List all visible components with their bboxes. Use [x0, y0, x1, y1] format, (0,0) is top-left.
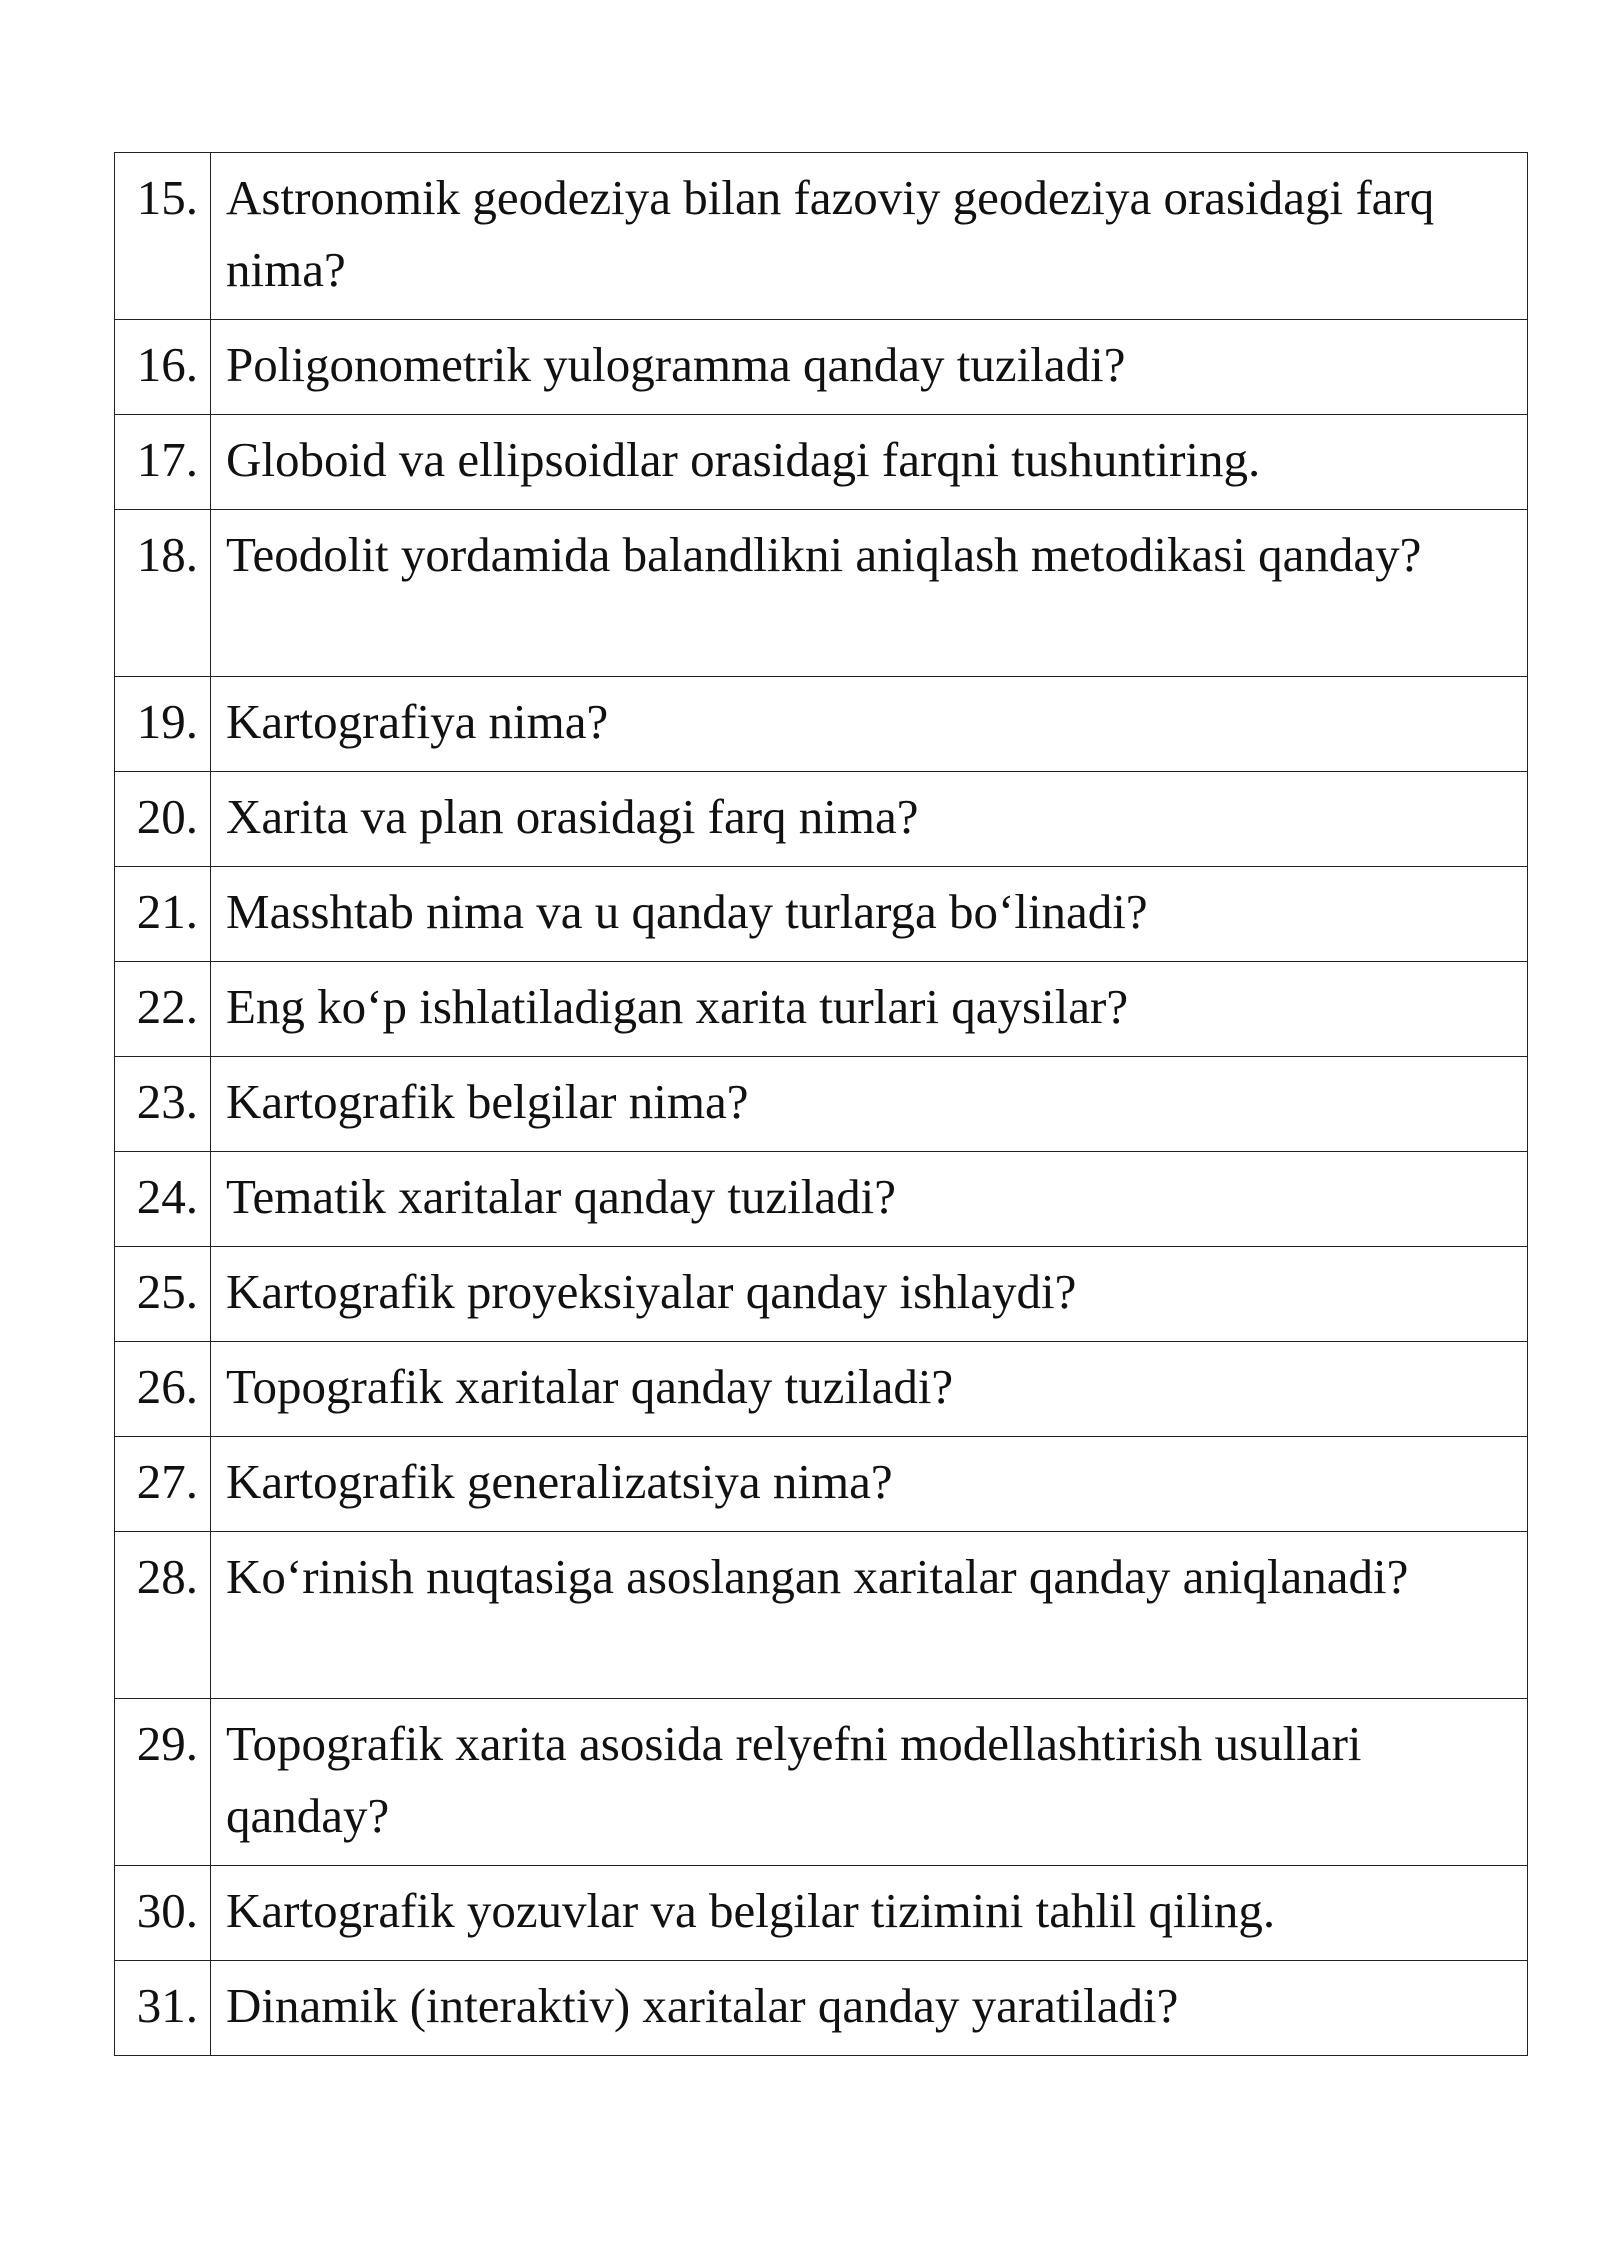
question-text: Xarita va plan orasidagi farq nima?: [211, 772, 1528, 867]
questions-table-body: [115, 153, 1528, 2056]
question-number: 22.: [115, 962, 211, 1057]
question-row: [115, 1247, 1528, 1342]
question-row: [115, 1699, 1528, 1866]
question-text: Topografik xarita asosida relyefni modellashtirish usullari qanday?: [211, 1699, 1528, 1866]
question-row: [115, 962, 1528, 1057]
question-row: [115, 1342, 1528, 1437]
question-number: 24.: [115, 1152, 211, 1247]
question-text: Globoid va ellipsoidlar orasidagi farqni tushuntiring.: [211, 415, 1528, 510]
question-row: [115, 320, 1528, 415]
question-number: 30.: [115, 1866, 211, 1961]
question-row: [115, 415, 1528, 510]
question-row: [115, 772, 1528, 867]
question-row: [115, 1532, 1528, 1699]
question-text: Kartografik generalizatsiya nima?: [211, 1437, 1528, 1532]
question-text: Masshtab nima va u qanday turlarga bo‘linadi?: [211, 867, 1528, 962]
question-text: Kartografik belgilar nima?: [211, 1057, 1528, 1152]
question-number: 31.: [115, 1961, 211, 2056]
question-number: 25.: [115, 1247, 211, 1342]
question-row: [115, 510, 1528, 677]
question-text: Teodolit yordamida balandlikni aniqlash metodikasi qanday?: [211, 510, 1528, 677]
question-row: [115, 153, 1528, 320]
question-number: 17.: [115, 415, 211, 510]
question-text: Eng ko‘p ishlatiladigan xarita turlari qaysilar?: [211, 962, 1528, 1057]
question-text: Ko‘rinish nuqtasiga asoslangan xaritalar qanday aniqlanadi?: [211, 1532, 1528, 1699]
question-number: 23.: [115, 1057, 211, 1152]
question-text: Dinamik (interaktiv) xaritalar qanday yaratiladi?: [211, 1961, 1528, 2056]
question-row: [115, 1057, 1528, 1152]
question-row: [115, 1152, 1528, 1247]
question-number: 16.: [115, 320, 211, 415]
question-row: [115, 1961, 1528, 2056]
question-number: 27.: [115, 1437, 211, 1532]
question-text: Kartografik yozuvlar va belgilar tizimini tahlil qiling.: [211, 1866, 1528, 1961]
question-number: 29.: [115, 1699, 211, 1866]
questions-table: [114, 152, 1528, 2056]
question-number: 15.: [115, 153, 211, 320]
question-number: 18.: [115, 510, 211, 677]
question-text: Astronomik geodeziya bilan fazoviy geodeziya orasidagi farq nima?: [211, 153, 1528, 320]
question-text: Tematik xaritalar qanday tuziladi?: [211, 1152, 1528, 1247]
question-text: Topografik xaritalar qanday tuziladi?: [211, 1342, 1528, 1437]
question-row: [115, 1866, 1528, 1961]
question-number: 19.: [115, 677, 211, 772]
question-text: Poligonometrik yulogramma qanday tuziladi?: [211, 320, 1528, 415]
question-number: 20.: [115, 772, 211, 867]
question-row: [115, 867, 1528, 962]
question-row: [115, 677, 1528, 772]
question-text: Kartografik proyeksiyalar qanday ishlaydi?: [211, 1247, 1528, 1342]
question-row: [115, 1437, 1528, 1532]
question-number: 21.: [115, 867, 211, 962]
question-number: 28.: [115, 1532, 211, 1699]
question-text: Kartografiya nima?: [211, 677, 1528, 772]
question-number: 26.: [115, 1342, 211, 1437]
